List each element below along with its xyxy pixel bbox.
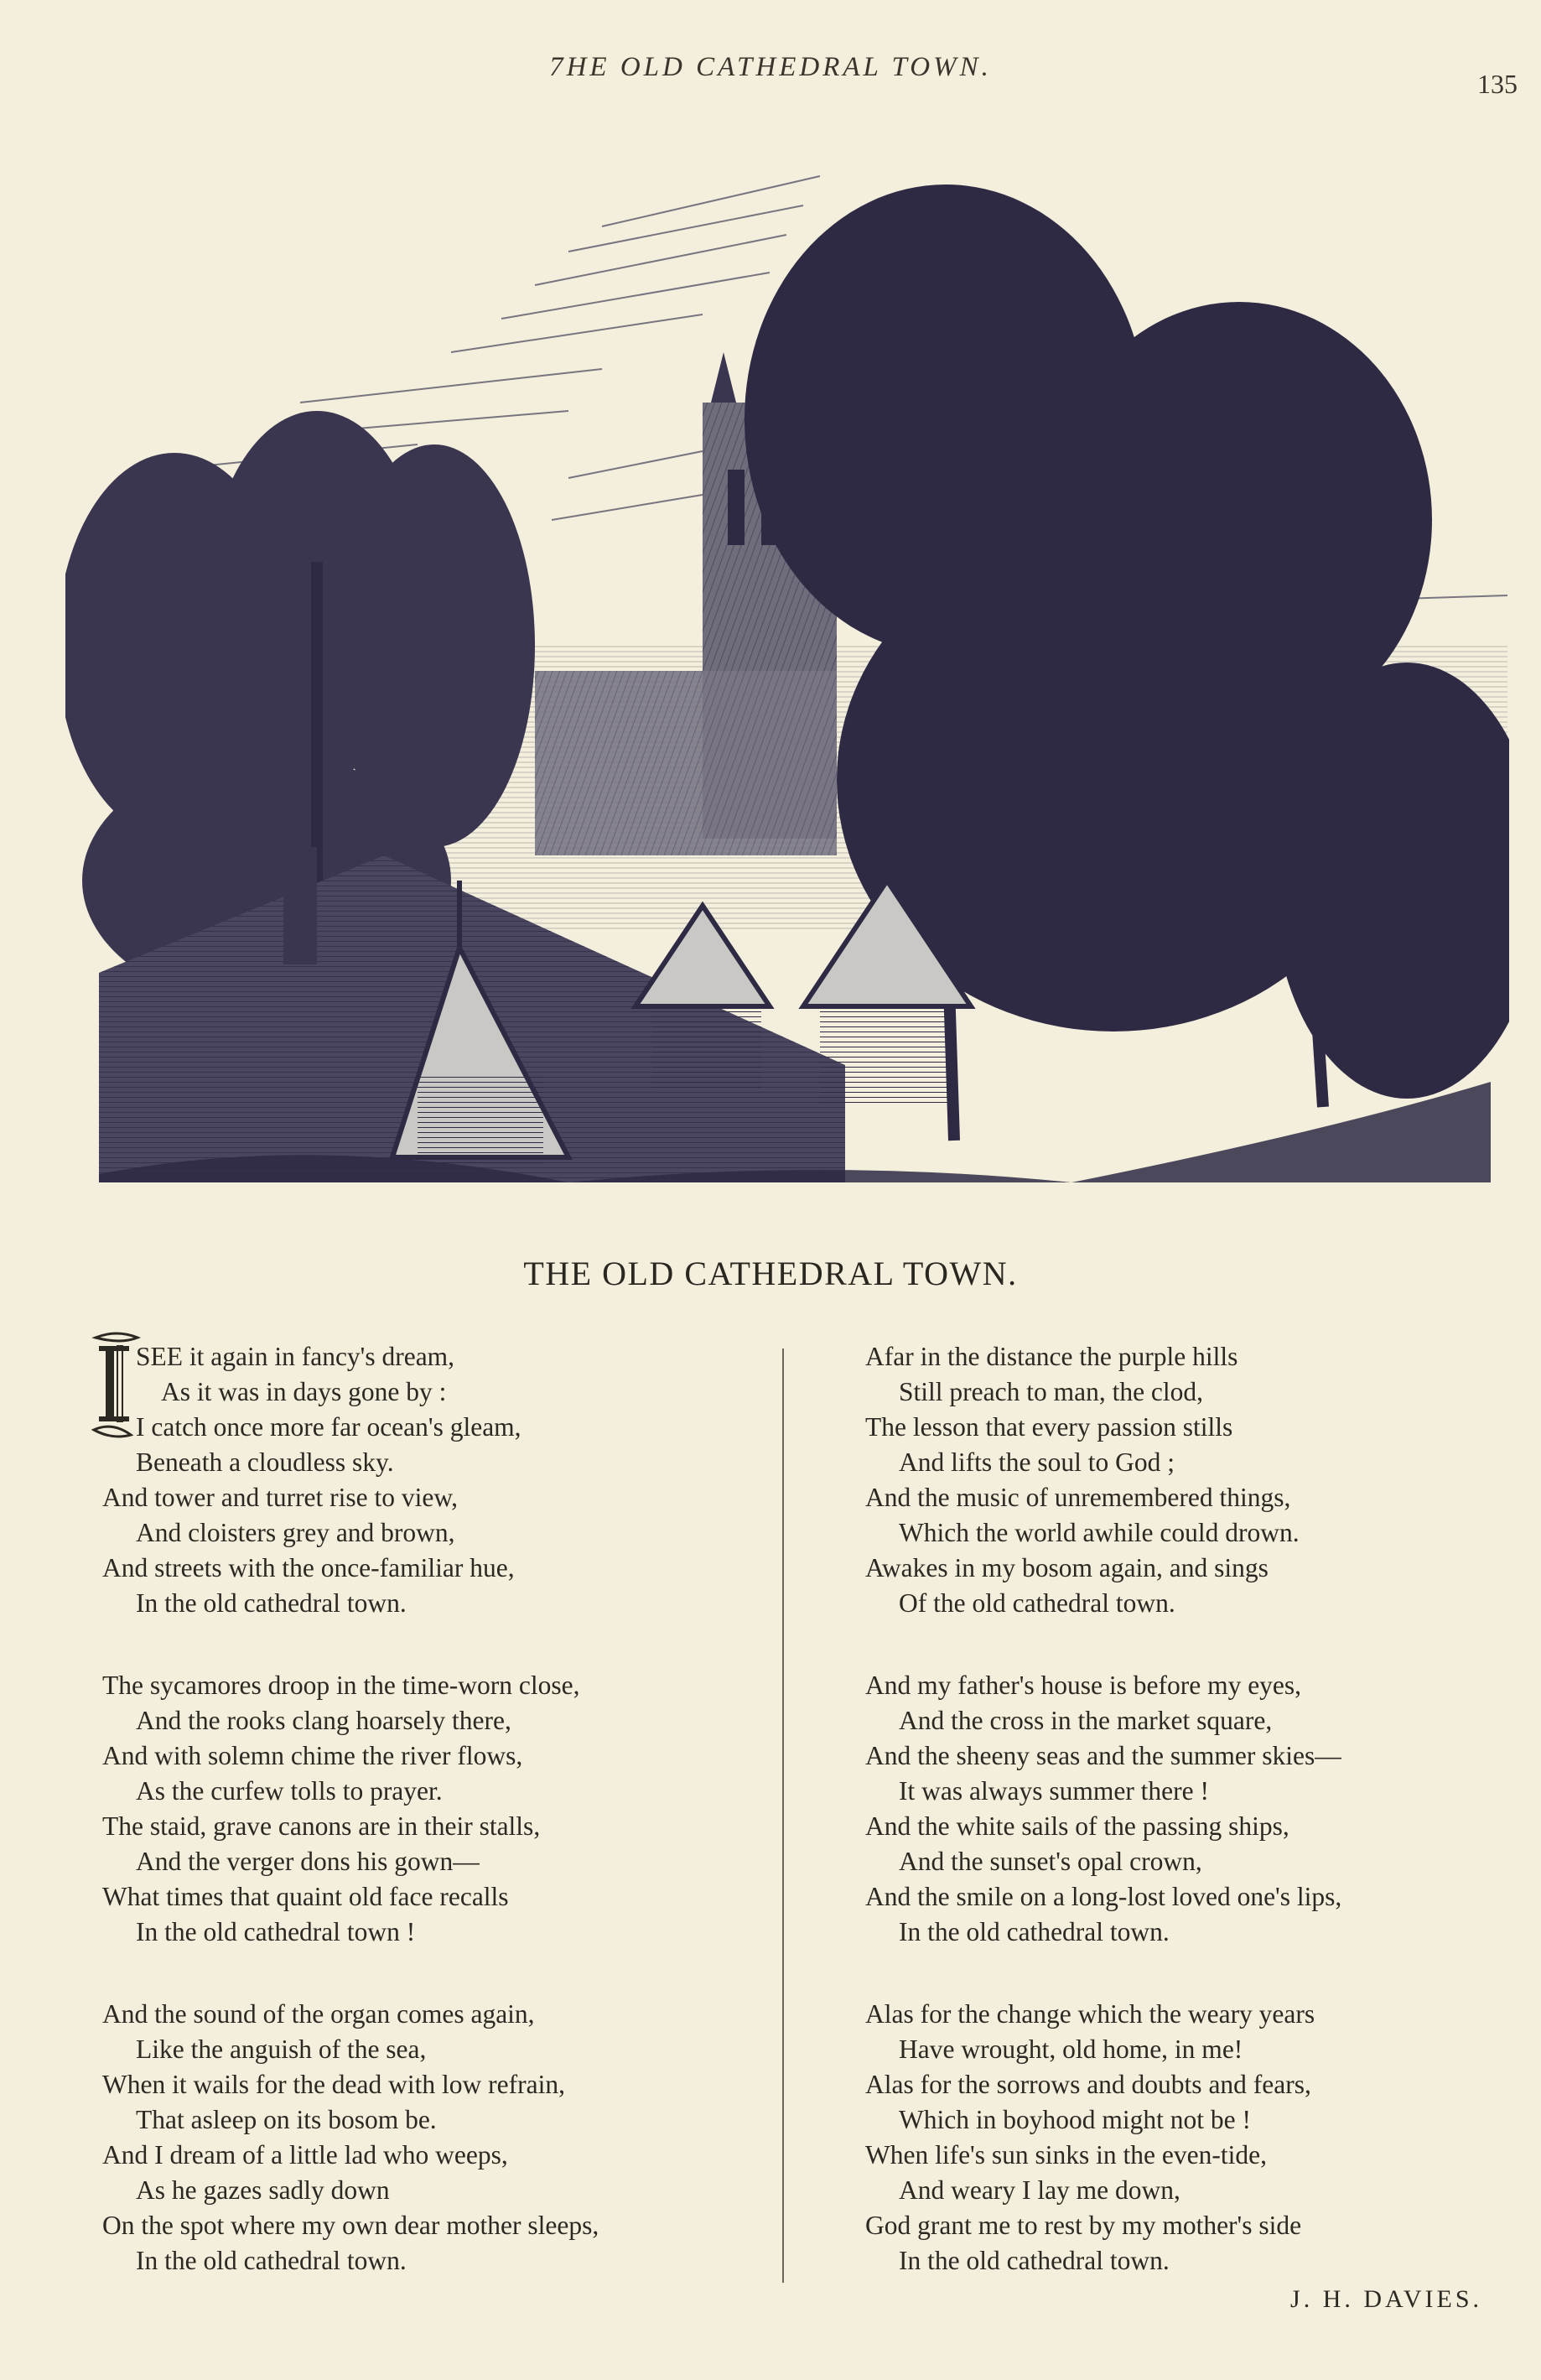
poem-line: Of the old cathedral town. xyxy=(899,1588,1175,1618)
stanza-5 xyxy=(865,1668,1536,1950)
stanza-6 xyxy=(865,1997,1536,2279)
ornamental-dropcap-icon xyxy=(87,1331,146,1440)
poem-line: In the old cathedral town. xyxy=(899,1917,1170,1946)
poem-line: As the curfew tolls to prayer. xyxy=(136,1776,443,1806)
poem-line: And the cross in the market square, xyxy=(899,1706,1273,1735)
poem-right-column xyxy=(865,1339,1536,2325)
poem-line: In the old cathedral town ! xyxy=(136,1917,416,1946)
poem-line: As he gazes sadly down xyxy=(136,2175,390,2205)
cathedral-engraving xyxy=(65,126,1509,1182)
poem-left-column xyxy=(102,1339,773,2325)
poem-line: And the white sails of the passing ships, xyxy=(865,1811,1289,1841)
poem-line: In the old cathedral town. xyxy=(899,2246,1170,2275)
page-number: 135 xyxy=(1477,69,1518,99)
poem-line: And the smile on a long-lost loved one's lips, xyxy=(865,1882,1342,1911)
poem-line: I catch once more far ocean's gleam, xyxy=(136,1412,521,1442)
poem-line: And the sound of the organ comes again, xyxy=(102,1999,535,2029)
poem-line: And tower and turret rise to view, xyxy=(102,1483,458,1512)
poem-line: And with solemn chime the river flows, xyxy=(102,1741,523,1770)
poem-line: Alas for the change which the weary years xyxy=(865,1999,1315,2029)
poem-line: And cloisters grey and brown, xyxy=(136,1518,455,1547)
poem-line: What times that quaint old face recalls xyxy=(102,1882,509,1911)
poem-line: And the sheeny seas and the summer skies— xyxy=(865,1741,1341,1770)
poem-line: Awakes in my bosom again, and sings xyxy=(865,1553,1269,1582)
poem-line: The sycamores droop in the time-worn close, xyxy=(102,1671,580,1700)
stanza-3 xyxy=(102,1997,773,2279)
poem-line: And I dream of a little lad who weeps, xyxy=(102,2140,508,2170)
poem-line: The lesson that every passion stills xyxy=(865,1412,1233,1442)
poem-line: Beneath a cloudless sky. xyxy=(136,1447,394,1477)
author-signature: J. H. DAVIES. xyxy=(1290,2285,1482,2313)
poem-line: Like the anguish of the sea, xyxy=(136,2034,427,2064)
poem-line: It was always summer there ! xyxy=(899,1776,1210,1806)
poem-line: And the music of unremembered things, xyxy=(865,1483,1291,1512)
poem-line: And the sunset's opal crown, xyxy=(899,1847,1202,1876)
poem-line: And lifts the soul to God ; xyxy=(899,1447,1175,1477)
poem-line: In the old cathedral town. xyxy=(136,1588,407,1618)
poem-line: As it was in days gone by : xyxy=(161,1377,447,1406)
column-divider xyxy=(782,1348,784,2283)
poem-line: And weary I lay me down, xyxy=(899,2175,1180,2205)
poem-line: And streets with the once-familiar hue, xyxy=(102,1553,515,1582)
poem-line: And the rooks clang hoarsely there, xyxy=(136,1706,511,1735)
poem-line: SEE it again in fancy's dream, xyxy=(136,1342,455,1371)
poem-line: The staid, grave canons are in their stalls, xyxy=(102,1811,541,1841)
poem-line: Still preach to man, the clod, xyxy=(899,1377,1204,1406)
poem-line: That asleep on its bosom be. xyxy=(136,2105,437,2134)
running-head: 7HE OLD CATHEDRAL TOWN. xyxy=(549,52,992,82)
poem-line: God grant me to rest by my mother's side xyxy=(865,2211,1302,2240)
poem-line: When it wails for the dead with low refrain, xyxy=(102,2070,565,2099)
poem-line: Which the world awhile could drown. xyxy=(899,1518,1300,1547)
poem-line: In the old cathedral town. xyxy=(136,2246,407,2275)
stanza-2 xyxy=(102,1668,773,1950)
poem-line: And my father's house is before my eyes, xyxy=(865,1671,1302,1700)
poem-line: When life's sun sinks in the even-tide, xyxy=(865,2140,1267,2170)
poem-line: Afar in the distance the purple hills xyxy=(865,1342,1238,1371)
stanza-4 xyxy=(865,1339,1536,1621)
poem-line: On the spot where my own dear mother sleeps, xyxy=(102,2211,599,2240)
poem-line: Alas for the sorrows and doubts and fears, xyxy=(865,2070,1311,2099)
poem-line: Which in boyhood might not be ! xyxy=(899,2105,1251,2134)
engraving-drawing xyxy=(65,126,1509,1182)
poem-title: THE OLD CATHEDRAL TOWN. xyxy=(523,1255,1018,1292)
poem-line: And the verger dons his gown— xyxy=(136,1847,480,1876)
poem-line: Have wrought, old home, in me! xyxy=(899,2034,1243,2064)
stanza-1 xyxy=(102,1339,773,1621)
